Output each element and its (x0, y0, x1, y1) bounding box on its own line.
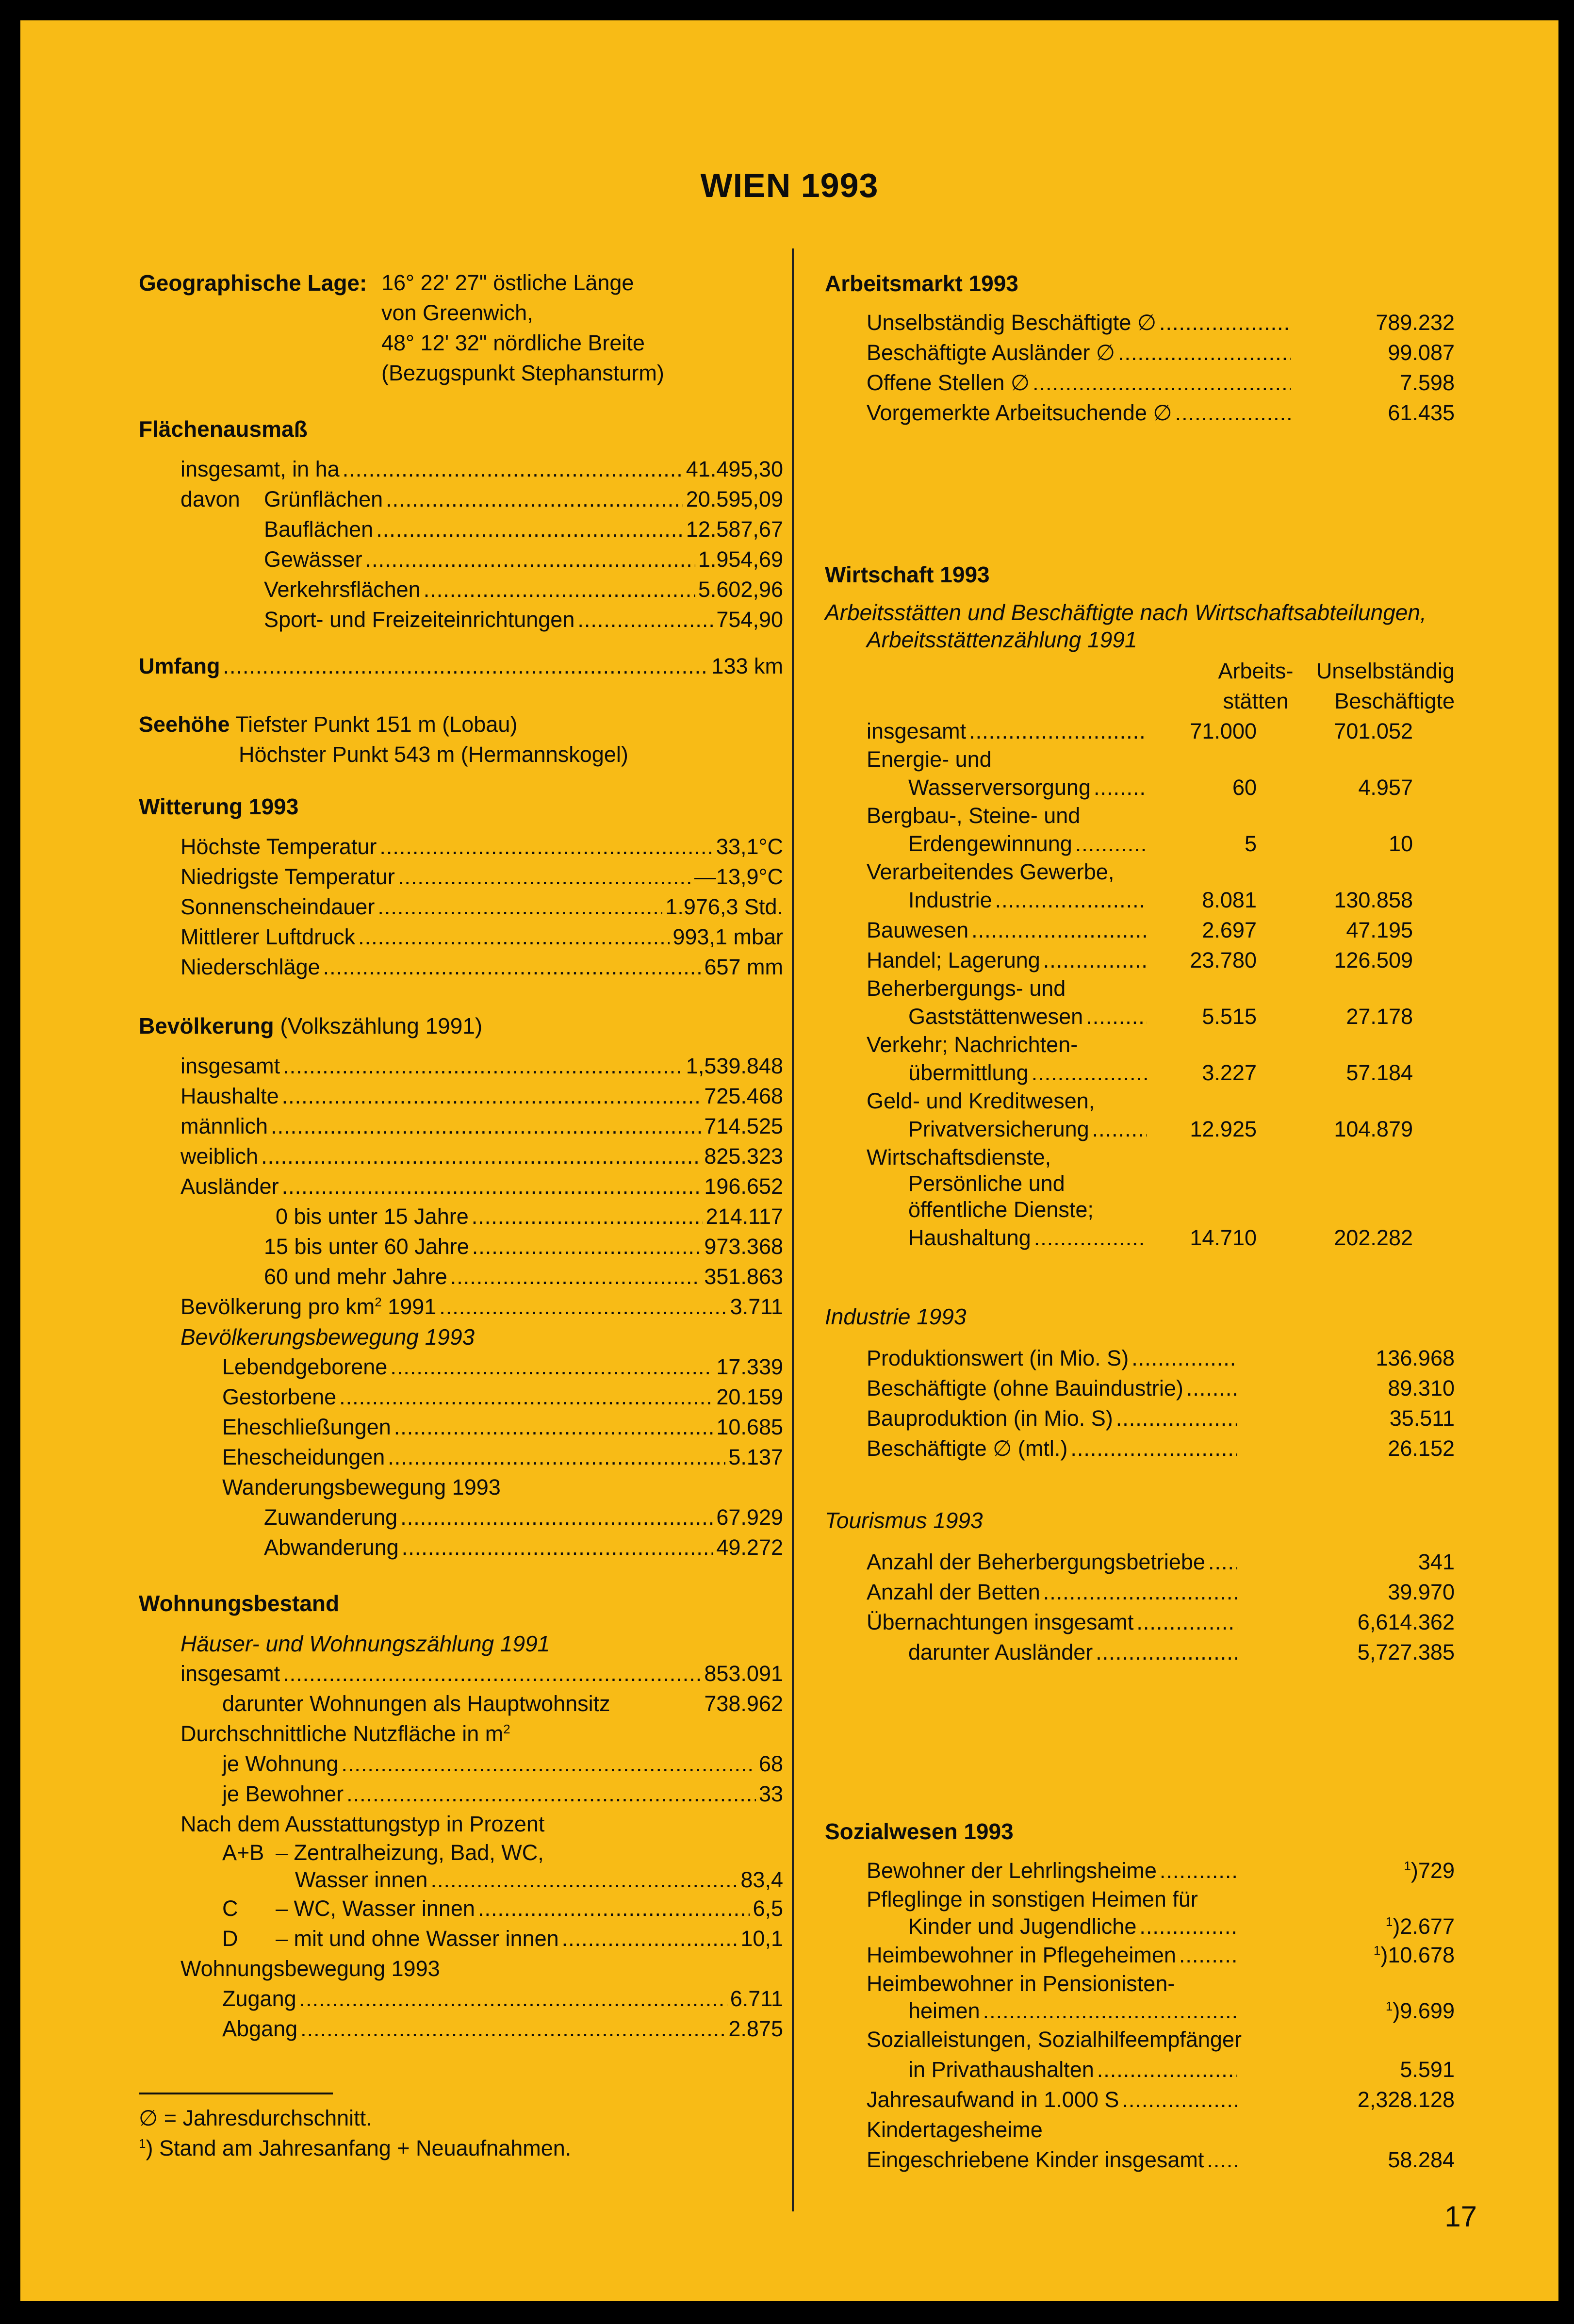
data-row: Abgang ..... 2.875 (222, 2014, 783, 2044)
umfang-section (139, 651, 783, 709)
arbeitsstaetten-value: 23.780 (1190, 948, 1257, 972)
beschaeftigte-value: 57.184 (1346, 1060, 1413, 1085)
table-header (825, 656, 1455, 716)
row-line: Persönliche und (908, 1171, 1065, 1196)
arbeitsmarkt-section (825, 268, 1455, 559)
beschaeftigte-value: 47.195 (1346, 918, 1413, 942)
footnotes (139, 2073, 783, 2163)
data-row: insgesamt ..... 1,539.848 (180, 1051, 783, 1081)
witterung-section (139, 791, 783, 1010)
beschaeftigte-value: 27.178 (1346, 1004, 1413, 1029)
data-row: Eingeschriebene Kinder insgesamt ..... 58.284 (867, 2145, 1455, 2175)
data-row: männlich ..... 714.525 (180, 1111, 783, 1141)
data-row: Höchste Temperatur ..... 33,1°C (180, 832, 783, 862)
beschaeftigte-value: 10 (1388, 831, 1413, 856)
data-row: Bauproduktion (in Mio. S) ..... 35.511 (867, 1403, 1455, 1434)
right-column (825, 268, 1455, 2175)
data-row: darunter Wohnungen als Hauptwohnsitz 738.962 (222, 1691, 783, 1716)
beschaeftigte-value: 126.509 (1334, 948, 1413, 972)
data-row: Erdengewinnung ..... 5 10 (867, 829, 1455, 859)
sozial-section (825, 1816, 1455, 2175)
page-title: WIEN 1993 (700, 166, 879, 204)
subheading: Industrie 1993 (825, 1304, 967, 1329)
wirtschaft-row (867, 1144, 1455, 1253)
wirtschaft-row (867, 915, 1455, 945)
wirtschaft-row (867, 975, 1455, 1032)
data-row: Lebendgeborene ..... 17.339 (222, 1352, 783, 1382)
data-row: Gewässer ..... 1.954,69 (139, 544, 783, 575)
subheading: Wanderungsbewegung 1993 (222, 1475, 501, 1500)
wirtschaft-row (867, 746, 1455, 803)
arbeitsstaetten-value: 3.227 (1202, 1060, 1257, 1085)
data-row: Gestorbene ..... 20.159 (222, 1382, 783, 1412)
footnote: ∅ = Jahresdurchschnitt. (139, 2106, 372, 2130)
geo-line: 48° 12' 32" nördliche Breite (381, 330, 645, 355)
row-line: Verarbeitendes Gewerbe, (867, 859, 1115, 884)
wohnung-section (139, 1588, 783, 2073)
subheading: Häuser- und Wohnungszählung 1991 (180, 1631, 550, 1656)
data-row: Zugang ..... 6.711 (222, 1984, 783, 2014)
subheading: Tourismus 1993 (825, 1508, 983, 1533)
arbeitsstaetten-value: 12.925 (1190, 1117, 1257, 1141)
row-line: Heimbewohner in Pensionisten- (867, 1971, 1175, 1996)
column-header: Unselbständig Beschäftigte (1316, 659, 1455, 713)
data-row: Sonnenscheindauer ..... 1.976,3 Std. (180, 892, 783, 922)
data-row: Wasser innen ..... 83,4 (222, 1866, 783, 1894)
data-row: D – mit und ohne Wasser innen ..... 10,1 (222, 1924, 783, 1954)
data-row: weiblich ..... 825.323 (180, 1141, 783, 1171)
arbeitsstaetten-value: 71.000 (1190, 719, 1257, 743)
data-row: Übernachtungen insgesamt ..... 6,614.362 (867, 1607, 1455, 1637)
section-heading: Witterung 1993 (139, 794, 299, 819)
section-heading: Wohnungsbestand (139, 1591, 340, 1616)
row-line: Kindertagesheime (867, 2117, 1043, 2142)
section-heading: Wirtschaft 1993 (825, 562, 990, 587)
data-row: Produktionswert (in Mio. S) ..... 136.968 (867, 1343, 1455, 1373)
geo-label: Geographische Lage: (139, 270, 367, 296)
data-row: Wasserversorgung ..... 60 4.957 (867, 773, 1455, 803)
wirtschaft-table (825, 716, 1455, 1253)
subheading: Bevölkerungsbewegung 1993 (180, 1324, 475, 1350)
wirtschaft-section (825, 559, 1455, 1302)
data-row: heimen ..... $^1$)9.699 (867, 1997, 1455, 2025)
data-row: darunter Ausländer ..... 5,727.385 (867, 1637, 1455, 1667)
column-header: Arbeits- stätten (1218, 659, 1294, 713)
wirtschaft-row (867, 1032, 1455, 1088)
wirtschaft-row (867, 803, 1455, 859)
data-row: Vorgemerkte Arbeitsuchende ∅ ..... 61.435 (867, 398, 1455, 428)
beschaeftigte-value: 4.957 (1358, 775, 1413, 800)
arbeitsstaetten-value: 14.710 (1190, 1225, 1257, 1250)
seehoehe-line: Seehöhe Tiefster Punkt 151 m (Lobau) (139, 712, 518, 737)
row-line: Bergbau-, Steine- und (867, 803, 1081, 828)
data-row: 60 und mehr Jahre ..... 351.863 (180, 1262, 783, 1292)
data-row: Bauflächen ..... 12.587,67 (139, 514, 783, 544)
data-row: Bewohner der Lehrlingsheime ..... $^1$)729 (867, 1856, 1455, 1886)
seehoehe-section (139, 709, 783, 791)
wirtschaft-row (867, 716, 1455, 746)
data-row: Bevölkerung pro $km^2$ 1991 ..... 3.711 (180, 1292, 783, 1322)
seehoehe-line: Höchster Punkt 543 m (Hermannskogel) (239, 742, 628, 767)
data-row: C – WC, Wasser innen ..... 6,5 (222, 1894, 783, 1924)
data-row: Anzahl der Beherbergungsbetriebe ..... 341 (867, 1547, 1455, 1577)
geo-section (139, 268, 783, 413)
subheading: Arbeitsstätten und Beschäftigte nach Wirtschaftsabteilungen, (825, 600, 1426, 625)
data-row: Verkehrsflächen ..... 5.602,96 (139, 575, 783, 605)
data-row: Mittlerer Luftdruck ..... 993,1 mbar (180, 922, 783, 952)
data-row: Ausländer ..... 196.652 (180, 1171, 783, 1202)
data-row: Gaststättenwesen ..... 5.515 27.178 (867, 1002, 1455, 1032)
data-row: Bauwesen ..... 2.697 47.195 (867, 915, 1455, 945)
left-column (139, 268, 783, 2163)
row-line: Geld- und Kreditwesen, (867, 1088, 1095, 1113)
typ-line: A+B – Zentralheizung, Bad, WC, (222, 1840, 544, 1865)
section-heading: Bevölkerung (Volkszählung 1991) (139, 1013, 483, 1038)
beschaeftigte-value: 130.858 (1334, 888, 1413, 912)
data-row: Anzahl der Betten ..... 39.970 (867, 1577, 1455, 1607)
row-line: öffentliche Dienste; (908, 1197, 1094, 1222)
data-row: Haushaltung ..... 14.710 202.282 (867, 1223, 1455, 1253)
data-row: insgesamt ..... 71.000 701.052 (867, 716, 1455, 746)
geo-line: (Bezugspunkt Stephansturm) (381, 361, 664, 385)
subheading: Arbeitsstättenzählung 1991 (867, 627, 1137, 652)
data-row: übermittlung ..... 3.227 57.184 (867, 1058, 1455, 1088)
data-row: Offene Stellen ∅ ..... 7.598 (867, 368, 1455, 398)
beschaeftigte-value: 104.879 (1334, 1117, 1413, 1141)
data-row: Beschäftigte ∅ (mtl.) ..... 26.152 (867, 1434, 1455, 1464)
beschaeftigte-value: 701.052 (1334, 719, 1413, 743)
row-line: Pfleglinge in sonstigen Heimen für (867, 1887, 1198, 1912)
data-row: Heimbewohner in Pflegeheimen ..... $^1$)10.678 (867, 1940, 1455, 1970)
footnote: $^1$) Stand am Jahresanfang + Neuaufnahmen. (139, 2136, 572, 2160)
data-row: Sport- und Freizeiteinrichtungen ..... 754,90 (139, 605, 783, 635)
data-row: je Bewohner ..... 33 (222, 1779, 783, 1809)
row-line: Sozialleistungen, Sozialhilfeempfänger (867, 2027, 1242, 2052)
arbeitsstaetten-value: 5 (1244, 831, 1257, 856)
section-heading: Sozialwesen 1993 (825, 1819, 1014, 1844)
geo-line: von Greenwich, (381, 300, 533, 325)
row-line: Verkehr; Nachrichten- (867, 1032, 1078, 1057)
wirtschaft-row (867, 945, 1455, 975)
arbeitsstaetten-value: 8.081 (1202, 888, 1257, 912)
footnote-rule (139, 2093, 333, 2094)
data-row: insgesamt ..... 853.091 (180, 1659, 783, 1689)
subheading: Durchschnittliche Nutzfläche in $m^2$ (180, 1721, 510, 1746)
data-row: Niedrigste Temperatur ..... —13,9°C (180, 862, 783, 892)
beschaeftigte-value: 202.282 (1334, 1225, 1413, 1250)
data-row: Jahresaufwand in 1.000 S ..... 2,328.128 (867, 2085, 1455, 2115)
data-row: Ehescheidungen ..... 5.137 (222, 1442, 783, 1472)
data-row: Beschäftigte (ohne Bauindustrie) ..... 89.310 (867, 1373, 1455, 1403)
data-row: Abwanderung ..... 49.272 (264, 1533, 783, 1563)
subheading: Wohnungsbewegung 1993 (180, 1956, 440, 1981)
data-row: Privatversicherung ..... 12.925 104.879 (867, 1114, 1455, 1144)
column-divider (792, 248, 794, 2211)
industrie-section (825, 1302, 1455, 1505)
data-row: Niederschläge ..... 657 mm (180, 952, 783, 982)
data-row: insgesamt, in ha ..... 41.495,30 (139, 454, 783, 484)
arbeitsstaetten-value: 60 (1232, 775, 1257, 800)
geo-line: 16° 22' 27" östliche Länge (381, 270, 634, 295)
wirtschaft-row (867, 1088, 1455, 1144)
data-row: Eheschließungen ..... 10.685 (222, 1412, 783, 1442)
geo-lines (381, 268, 664, 388)
section-heading: Arbeitsmarkt 1993 (825, 271, 1018, 296)
flaeche-section (139, 413, 783, 651)
wirtschaft-row (867, 859, 1455, 915)
umfang-row: Umfang ..... 133 km (139, 651, 783, 681)
data-row: Zuwanderung ..... 67.929 (264, 1502, 783, 1533)
data-row: Beschäftigte Ausländer ∅ ..... 99.087 (867, 338, 1455, 368)
geo-block (139, 268, 783, 388)
row-line: Beherbergungs- und (867, 976, 1066, 1001)
row-line: Energie- und (867, 747, 992, 772)
arbeitsstaetten-value: 5.515 (1202, 1004, 1257, 1029)
page-number: 17 (1444, 2200, 1477, 2233)
subheading: Nach dem Ausstattungstyp in Prozent (180, 1812, 545, 1836)
data-row: Unselbständig Beschäftigte ∅ ..... 789.232 (867, 308, 1455, 338)
page (20, 20, 1558, 2301)
data-row: Industrie ..... 8.081 130.858 (867, 885, 1455, 915)
data-row: in Privathaushalten ..... 5.591 (867, 2055, 1455, 2085)
arbeitsstaetten-value: 2.697 (1202, 918, 1257, 942)
data-row: Handel; Lagerung ..... 23.780 126.509 (867, 945, 1455, 975)
section-heading: Flächenausmaß (139, 416, 308, 442)
tourismus-section (825, 1505, 1455, 1816)
row-line: Wirtschaftsdienste, (867, 1145, 1051, 1170)
data-row: je Wohnung ..... 68 (222, 1749, 783, 1779)
data-row: davon Grünflächen ..... 20.595,09 (139, 484, 783, 514)
bevoelkerung-section (139, 1010, 783, 1588)
data-row: Haushalte ..... 725.468 (180, 1081, 783, 1111)
data-row: Kinder und Jugendliche ..... $^1$)2.677 (867, 1913, 1455, 1940)
data-row: 0 bis unter 15 Jahre ..... 214.117 (180, 1202, 783, 1232)
data-row: 15 bis unter 60 Jahre ..... 973.368 (180, 1232, 783, 1262)
